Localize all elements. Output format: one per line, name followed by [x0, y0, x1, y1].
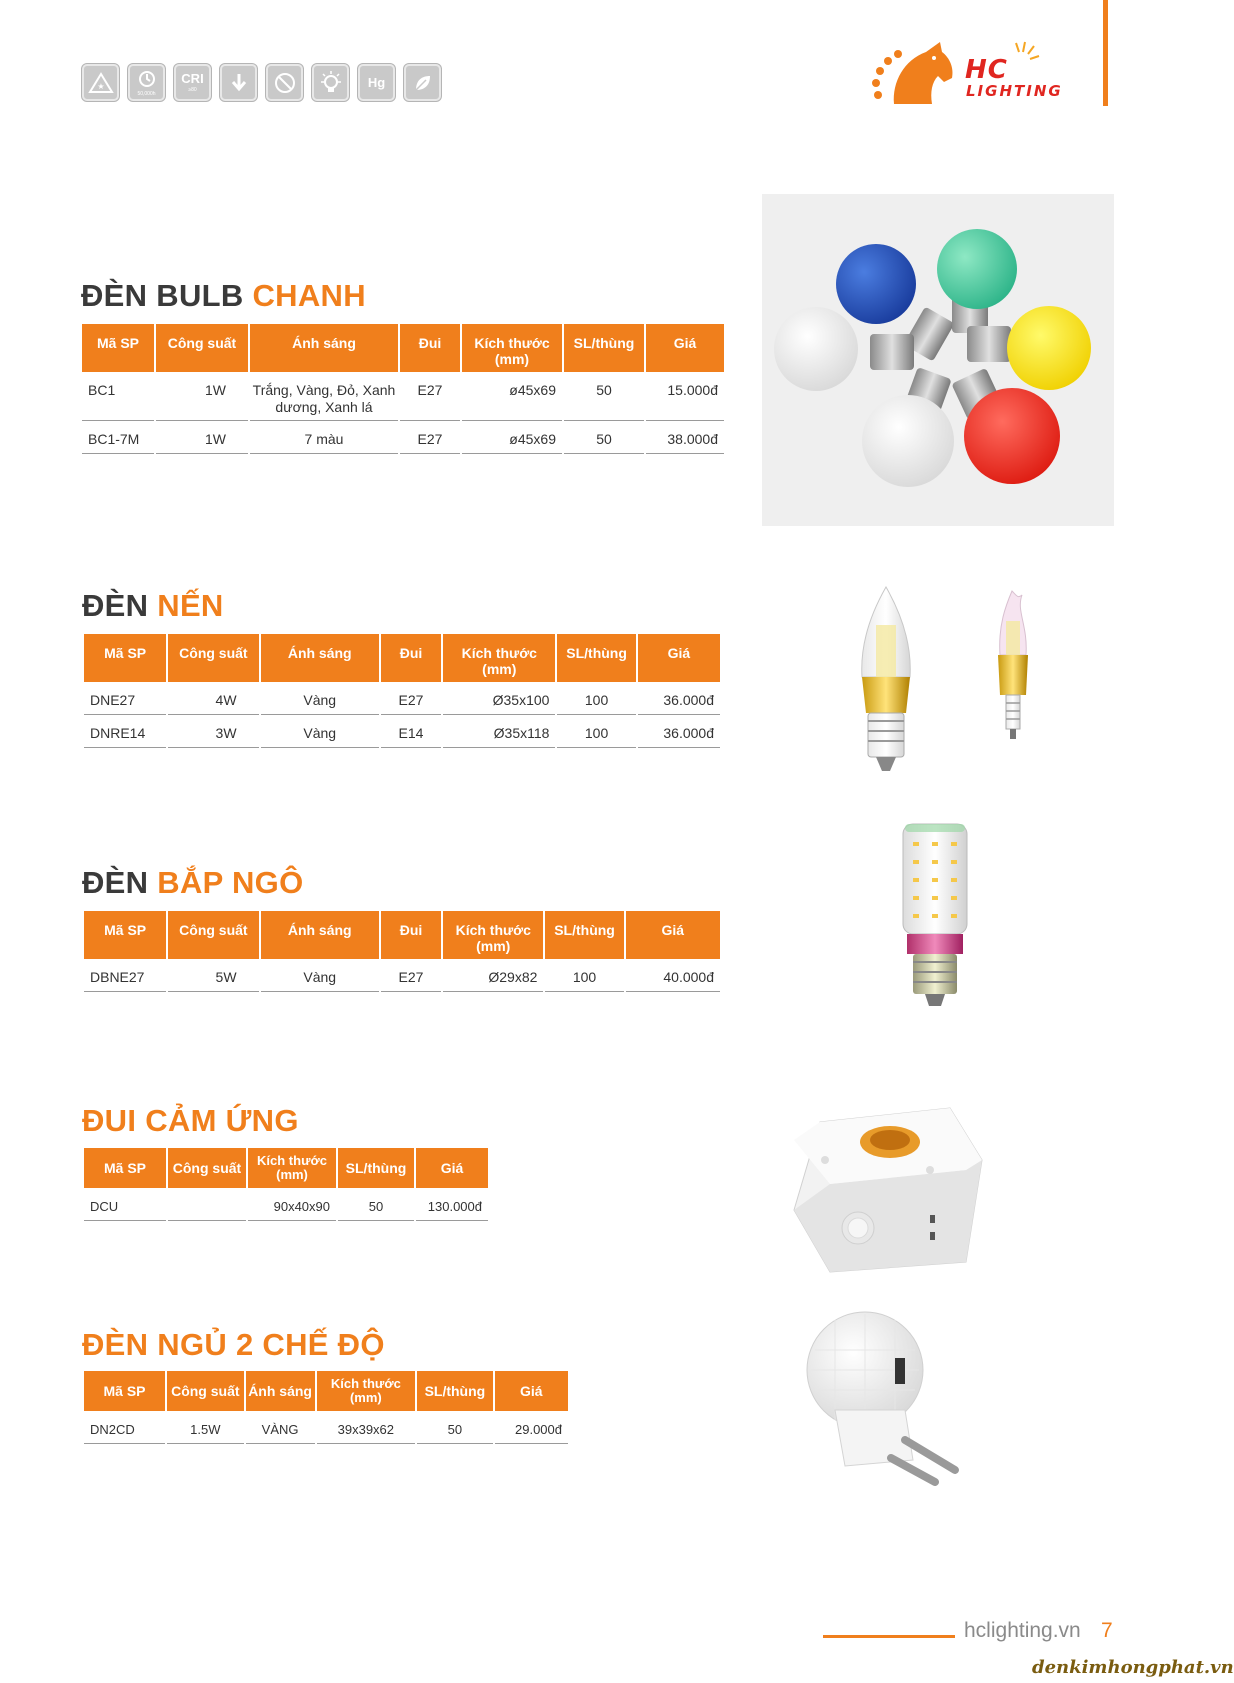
cell-socket: E14 — [381, 715, 441, 748]
title-orange-part: ĐÈN NGỦ 2 CHẾ ĐỘ — [82, 1327, 385, 1362]
cell-socket: E27 — [400, 421, 460, 454]
section-title-night — [82, 1327, 385, 1363]
cell-light: 7 màu — [250, 421, 398, 454]
table-header-row — [82, 324, 724, 372]
candle-product-image — [840, 585, 1070, 775]
table-row — [84, 1188, 488, 1221]
col-header: Kích thước (mm) — [462, 324, 562, 372]
night-spec-table — [82, 1371, 570, 1444]
cert-label: ≥80 — [188, 87, 197, 93]
col-header: Mã SP — [84, 911, 166, 959]
no-uv-icon — [266, 64, 303, 101]
cell-light: Vàng — [261, 959, 379, 992]
cell-price: 38.000đ — [646, 421, 724, 454]
col-header: Giá — [638, 634, 720, 682]
col-header: Kích thước (mm) — [248, 1148, 336, 1188]
cell-power — [168, 1188, 246, 1221]
mercury-free-icon — [358, 64, 395, 101]
cell-power: 3W — [168, 715, 258, 748]
corn-spec-table — [82, 911, 722, 992]
section-title-bulb — [81, 278, 366, 314]
cell-price: 36.000đ — [638, 715, 720, 748]
cri-icon — [174, 64, 211, 101]
col-header: Công suất — [168, 1148, 246, 1188]
title-orange-part: NẾN — [157, 588, 224, 623]
cell-price: 36.000đ — [638, 682, 720, 715]
col-header: Mã SP — [84, 1371, 165, 1411]
cell-size: 90x40x90 — [248, 1188, 336, 1221]
cert-text: Hg — [367, 75, 386, 90]
cell-light: VÀNG — [246, 1411, 315, 1444]
colored-bulbs-icon — [762, 194, 1114, 526]
table-row — [82, 421, 724, 454]
cell-socket: E27 — [400, 372, 460, 421]
table-header-row — [84, 911, 720, 959]
cell-qty: 50 — [417, 1411, 493, 1444]
cell-size: Ø35x100 — [443, 682, 555, 715]
table-header-row — [84, 1371, 568, 1411]
cell-size: Ø29x82 — [443, 959, 543, 992]
table-header-row — [84, 634, 720, 682]
section-title-candle — [82, 588, 224, 624]
cell-power: 5W — [168, 959, 258, 992]
bulb-spec-table — [80, 324, 726, 454]
cell-price: 40.000đ — [626, 959, 720, 992]
col-header: SL/thùng — [557, 634, 635, 682]
cell-light: Trắng, Vàng, Đỏ, Xanh dương, Xanh lá — [250, 372, 398, 421]
title-dark-part: ĐÈN — [82, 865, 158, 900]
col-header: Kích thước (mm) — [443, 911, 543, 959]
col-header: Đui — [381, 634, 441, 682]
sensor-spec-table — [82, 1148, 490, 1221]
page-number: 7 — [1101, 1619, 1113, 1642]
eco-leaf-icon — [404, 64, 441, 101]
col-header: Ánh sáng — [246, 1371, 315, 1411]
cell-code: DCU — [84, 1188, 166, 1221]
cert-text: CRI — [181, 71, 204, 86]
cell-size: Ø35x118 — [443, 715, 555, 748]
arrow-down-icon — [220, 64, 257, 101]
col-header: Mã SP — [84, 634, 166, 682]
cell-price: 29.000đ — [495, 1411, 568, 1444]
certification-icons — [82, 64, 441, 101]
cell-code: DBNE27 — [84, 959, 166, 992]
corn-product-image — [895, 820, 975, 1008]
col-header: Công suất — [156, 324, 248, 372]
night-light-product-image — [795, 1310, 975, 1490]
col-header: Đui — [400, 324, 460, 372]
cell-qty: 50 — [338, 1188, 414, 1221]
watermark-text: denkimhongphat.vn — [1032, 1657, 1234, 1678]
night-light-icon — [795, 1310, 975, 1490]
cell-power: 4W — [168, 682, 258, 715]
col-header: Đui — [381, 911, 441, 959]
bulb-glow-icon — [312, 64, 349, 101]
cell-qty: 50 — [564, 372, 644, 421]
col-header: Công suất — [168, 911, 258, 959]
cell-code: BC1 — [82, 372, 154, 421]
triangle-badge-icon — [82, 64, 119, 101]
col-header: Mã SP — [84, 1148, 166, 1188]
svg-text:★: ★ — [96, 81, 105, 91]
cell-light: Vàng — [261, 682, 379, 715]
cell-price: 15.000đ — [646, 372, 724, 421]
title-orange-part: ĐUI CẢM ỨNG — [82, 1103, 299, 1138]
col-header: Công suất — [168, 634, 258, 682]
footer-website: hclighting.vn — [964, 1619, 1081, 1642]
col-header: Công suất — [167, 1371, 244, 1411]
col-header: Giá — [495, 1371, 568, 1411]
footer-accent-line — [823, 1635, 955, 1638]
col-header: Mã SP — [82, 324, 154, 372]
cell-qty: 100 — [557, 682, 635, 715]
logo-text-hc: HC — [965, 55, 1008, 85]
cell-size: ø45x69 — [462, 421, 562, 454]
col-header: Giá — [416, 1148, 488, 1188]
logo-accent-bar — [1103, 0, 1108, 106]
cell-price: 130.000đ — [416, 1188, 488, 1221]
col-header: Ánh sáng — [261, 911, 379, 959]
col-header: SL/thùng — [417, 1371, 493, 1411]
cell-size: 39x39x62 — [317, 1411, 416, 1444]
cell-qty: 50 — [564, 421, 644, 454]
candle-spec-table — [82, 634, 722, 748]
col-header: SL/thùng — [338, 1148, 414, 1188]
col-header: SL/thùng — [564, 324, 644, 372]
sensor-socket-icon — [790, 1100, 990, 1275]
col-header: Ánh sáng — [250, 324, 398, 372]
candle-bulbs-icon — [840, 585, 1070, 775]
cell-size: ø45x69 — [462, 372, 562, 421]
col-header: Kích thước (mm) — [317, 1371, 416, 1411]
col-header: Giá — [646, 324, 724, 372]
cell-code: DNE27 — [84, 682, 166, 715]
col-header: Giá — [626, 911, 720, 959]
sensor-product-image — [790, 1100, 990, 1275]
cell-code: BC1-7M — [82, 421, 154, 454]
cell-socket: E27 — [381, 682, 441, 715]
cell-power: 1.5W — [167, 1411, 244, 1444]
title-orange-part: BẮP NGÔ — [157, 865, 304, 900]
col-header: Kích thước (mm) — [443, 634, 555, 682]
col-header: Ánh sáng — [261, 634, 379, 682]
section-title-corn — [82, 865, 303, 901]
section-title-sensor — [82, 1103, 299, 1139]
table-row — [82, 372, 724, 421]
table-row — [84, 1411, 568, 1444]
cell-qty: 100 — [557, 715, 635, 748]
table-row — [84, 959, 720, 992]
cell-power: 1W — [156, 372, 248, 421]
table-row — [84, 715, 720, 748]
title-dark-part: ĐÈN BULB — [81, 278, 253, 313]
title-dark-part: ĐÈN — [82, 588, 158, 623]
table-header-row — [84, 1148, 488, 1188]
timer-icon — [128, 64, 165, 101]
table-row — [84, 682, 720, 715]
cell-socket: E27 — [381, 959, 441, 992]
corn-bulb-icon — [895, 820, 975, 1008]
cell-power: 1W — [156, 421, 248, 454]
cell-light: Vàng — [261, 715, 379, 748]
cell-code: DN2CD — [84, 1411, 165, 1444]
logo-text-lighting: LIGHTING — [966, 82, 1063, 100]
cell-code: DNRE14 — [84, 715, 166, 748]
cert-label: 50,000h — [137, 90, 156, 97]
cell-qty: 100 — [545, 959, 623, 992]
bulb-product-image — [762, 194, 1114, 526]
title-orange-part: CHANH — [252, 278, 366, 313]
col-header: SL/thùng — [545, 911, 623, 959]
